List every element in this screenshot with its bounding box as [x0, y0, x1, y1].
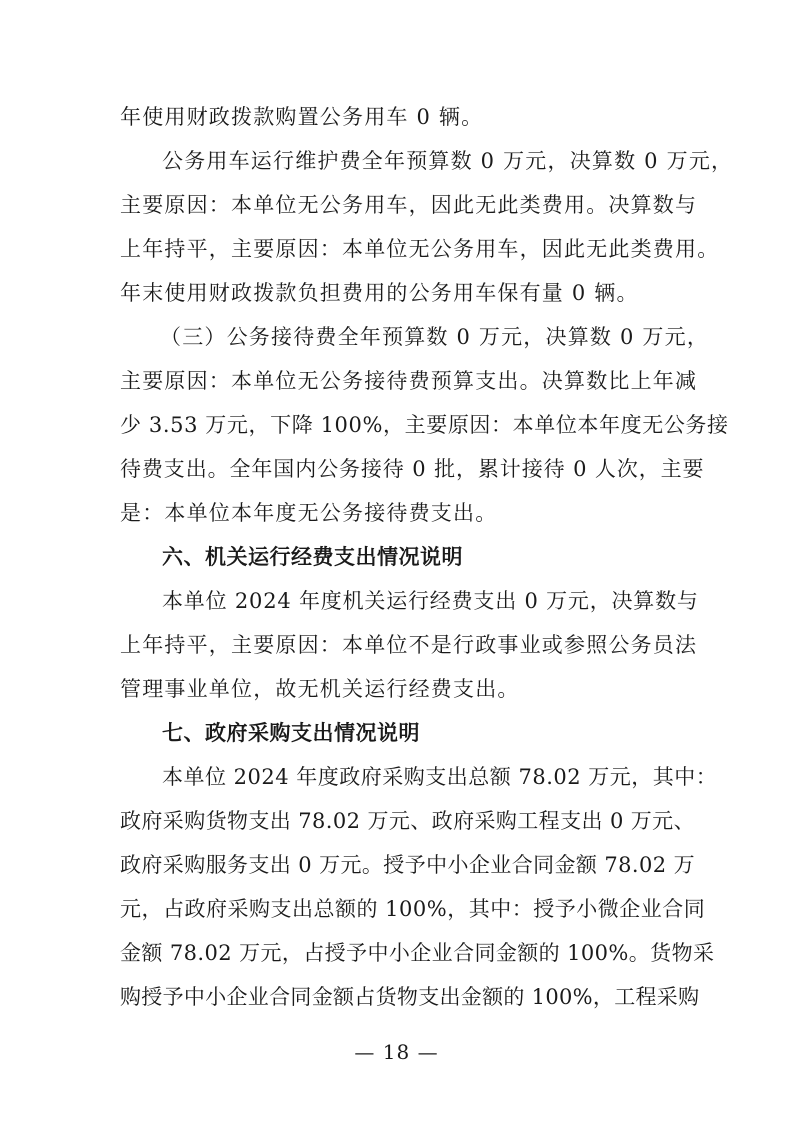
body-line: 公务用车运行维护费全年预算数 0 万元，决算数 0 万元， [162, 149, 734, 173]
body-line: 本单位 2024 年度机关运行经费支出 0 万元，决算数与 [162, 589, 699, 613]
section-heading-six: 六、机关运行经费支出情况说明 [162, 545, 463, 569]
body-line: 待费支出。全年国内公务接待 0 批，累计接待 0 人次，主要 [120, 457, 705, 481]
body-line: 金额 78.02 万元，占授予中小企业合同金额的 100%。货物采 [120, 941, 715, 965]
body-line: 政府采购货物支出 78.02 万元、政府采购工程支出 0 万元、 [120, 809, 695, 833]
body-line: 是：本单位本年度无公务接待费支出。 [120, 501, 498, 525]
body-line: 主要原因：本单位无公务用车，因此无此类费用。决算数与 [120, 193, 698, 217]
page-number: — 18 — [354, 1040, 439, 1064]
body-line: 购授予中小企业合同金额占货物支出金额的 100%，工程采购 [120, 985, 700, 1009]
body-line: 主要原因：本单位无公务接待费预算支出。决算数比上年减 [120, 369, 698, 393]
body-line: 元，占政府采购支出总额的 100%，其中：授予小微企业合同 [120, 897, 706, 921]
body-line: 上年持平，主要原因：本单位不是行政事业或参照公务员法 [120, 633, 698, 657]
body-line: 少 3.53 万元，下降 100%，主要原因：本单位本年度无公务接 [120, 413, 729, 437]
body-line: 本单位 2024 年度政府采购支出总额 78.02 万元，其中： [162, 765, 718, 789]
body-line: 年末使用财政拨款负担费用的公务用车保有量 0 辆。 [120, 281, 639, 305]
body-line: 年使用财政拨款购置公务用车 0 辆。 [120, 105, 484, 129]
body-line: （三）公务接待费全年预算数 0 万元，决算数 0 万元， [160, 325, 710, 349]
body-line: 管理事业单位，故无机关运行经费支出。 [120, 677, 520, 701]
body-line: 上年持平，主要原因：本单位无公务用车，因此无此类费用。 [120, 237, 720, 261]
section-heading-seven: 七、政府采购支出情况说明 [162, 721, 420, 745]
body-line: 政府采购服务支出 0 万元。授予中小企业合同金额 78.02 万 [120, 853, 695, 877]
